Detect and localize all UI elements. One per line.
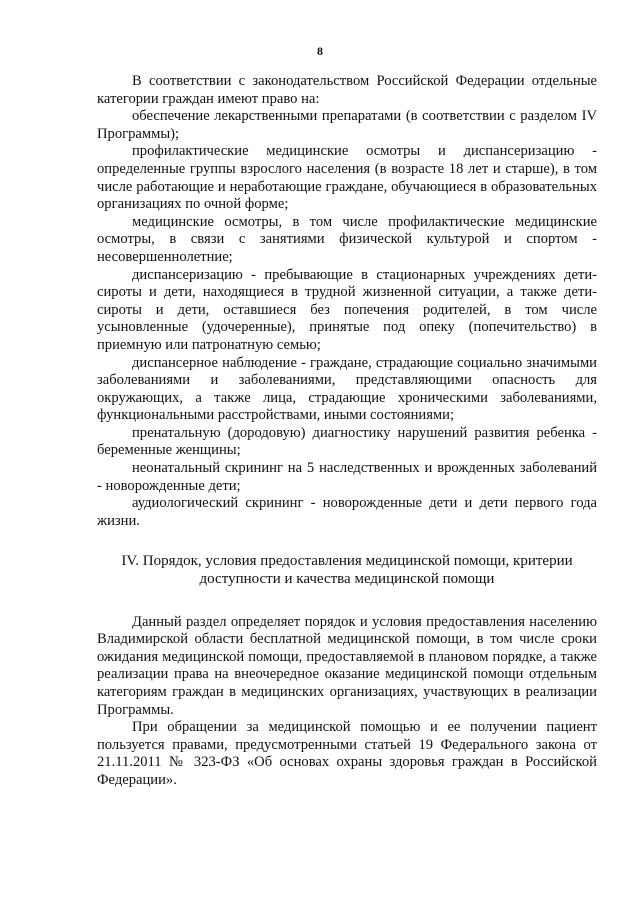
paragraph-sport-checkups: медицинские осмотры, в том числе профилактические медицинские осмотры, в связи с занятиями физической культурой и спортом - несовершеннолетние; — [97, 213, 597, 265]
paragraph-section-scope: Данный раздел определяет порядок и условия предоставления населению Владимирской области бесплатной медицинской помощи, в том числе сроки ожидания медицинской помощи, предоставляемой в плановом порядке, а также реализации права на внеочередное оказание медицинской помощи отдельным категориям граждан в медицинских организациях, участвующих в реализации Программы. — [97, 613, 597, 718]
paragraph-dispensary-observation: диспансерное наблюдение - граждане, страдающие социально значимыми заболеваниями и заболеваниями, представляющими опасность для окружающих, а также лица, страдающие хроническими заболеваниями, функциональными расстройствами, иными состояниями; — [97, 354, 597, 424]
page-number: 8 — [317, 44, 323, 58]
paragraph-medicines: обеспечение лекарственными препаратами (в соответствии с разделом IV Программы); — [97, 108, 597, 142]
document-body — [97, 73, 597, 790]
paragraph-preventive-checkups: профилактические медицинские осмотры и диспансеризацию - определенные группы взрослого населения (в возрасте 18 лет и старше), в том числе работающие и неработающие граждане, обучающиеся в образовательных организациях по очной форме; — [97, 143, 597, 213]
paragraph-patient-rights: При обращении за медицинской помощью и ее получении пациент пользуется правами, предусмотренными статьей 19 Федерального закона от 21.11.2011 № 323-ФЗ «Об основах охраны здоровья граждан в Российской Федерации». — [97, 719, 597, 788]
section-heading-line-2: доступности и качества медицинской помощи — [199, 571, 495, 588]
paragraph-prenatal: пренатальную (дородовую) диагностику нарушений развития ребенка - беременные женщины; — [97, 424, 597, 459]
paragraph-audiological: аудиологический скрининг - новорожденные дети и дети первого года жизни. — [97, 495, 597, 529]
section-heading-line-1: IV. Порядок, условия предоставления медицинской помощи, критерии — [121, 553, 573, 570]
paragraph-neonatal: неонатальный скрининг на 5 наследственных и врожденных заболеваний - новорожденные дети; — [97, 460, 597, 494]
section-heading — [97, 553, 597, 588]
paragraph-intro: В соответствии с законодательством Российской Федерации отдельные категории граждан имеют право на: — [97, 73, 597, 107]
paragraph-orphans-dispensary: диспансеризацию - пребывающие в стационарных учреждениях дети-сироты и дети, находящиеся в трудной жизненной ситуации, а также дети-сироты и дети, оставшиеся без попечения родителей, в том числе усыновленные (удочеренные), принятые под опеку (попечительство) в приемную или патронатную семью; — [97, 266, 597, 353]
